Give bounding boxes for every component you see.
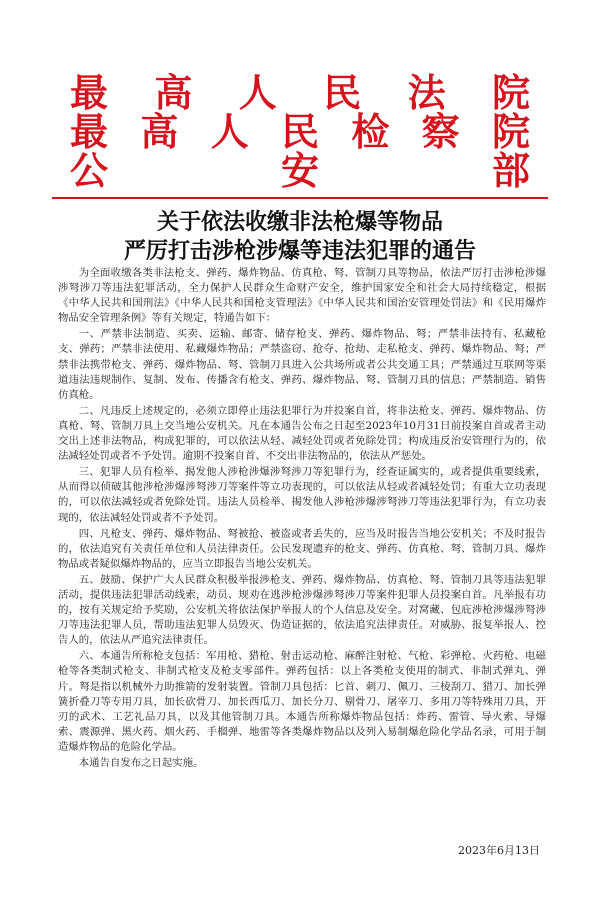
- clause-3-paragraph: 三、犯罪人员有检举、揭发他人涉枪涉爆涉弩涉刀等犯罪行为，经查证属实的，或者提供重要线索，从而得以侦破其他涉枪涉爆涉弩涉刀等案件等立功表现的，可以依法从轻或者减轻处罚；有重大立功表现的，可以依法减轻或者免除处罚。违法人员检举、揭发他人涉枪涉爆涉弩涉刀等违法犯罪行为，有立功表现的，依法减轻处罚或者不予处罚。: [58, 466, 546, 524]
- issuer-char: 最: [70, 109, 109, 154]
- clause-5-paragraph: 五、鼓励、保护广大人民群众积极举报涉枪支、弹药、爆炸物品、仿真枪、弩、管制刀具等违法犯罪活动，提供违法犯罪活动线索，动员、规劝在逃涉枪涉爆涉弩涉刀等案件犯罪人员投案自首。凡举报有功的，按有关规定给予奖励，公安机关将依法保护举报人的个人信息及安全。对窝藏、包庇涉枪涉爆涉弩涉刀等违法犯罪人员，帮助违法犯罪人员毁灭、伪造证据的，依法追究法律责任。对威胁、报复举报人、控告人的，依法从严追究法律责任。: [58, 573, 546, 647]
- issuer-char: 法: [407, 70, 446, 115]
- issuer-char: 民: [280, 109, 319, 154]
- issuer-line-supreme-court: [70, 70, 530, 115]
- issue-date: 2023年6月13日: [458, 844, 540, 857]
- issuer-char: 院: [491, 109, 530, 154]
- notice-title-line-2: 严厉打击涉枪涉爆等违法犯罪的通告: [123, 238, 476, 264]
- red-divider: [52, 197, 548, 199]
- clause-6-paragraph: 六、本通告所称枪支包括：军用枪、猎枪、射击运动枪、麻醉注射枪、气枪、彩弹枪、火药枪、电磁枪等各类制式枪支、非制式枪支及枪支零部件。弹药包括：以上各类枪支使用的制式、非制式弹丸、弹片。弩是指以机械外力助推箭的发射装置。管制刀具包括：匕首、刺刀、佩刀、三棱刮刀、猎刀、加长弹簧折叠刀等专用刀具，加长砍骨刀、加长西瓜刀、加长分刀、剔骨刀、屠宰刀、多用刀等特殊用刀具，开刃的武术、工艺礼品刀具，以及其他管制刀具。本通告所称爆炸物品包括：炸药、雷管、导火索、导爆索、震源弹、黑火药、烟火药、手榴弹、地雷等各类爆炸物品以及列入易制爆危险化学品名录，可用于制造爆炸物品的危险化学品。: [58, 650, 546, 753]
- issuer-line-public-security: [70, 148, 530, 193]
- issuer-char: 高: [140, 109, 179, 154]
- notice-title-line-1: 关于依法收缴非法枪爆等物品: [156, 209, 443, 235]
- clause-4-paragraph: 四、凡枪支、弹药、爆炸物品、弩被抢、被盗或者丢失的，应当及时报告当地公安机关；不及时报告的，依法追究有关责任单位和人员法律责任。公民发现遗弃的枪支、弹药、仿真枪、弩、管制刀具、爆炸物品或者疑似爆炸物品的，应当立即报告当地公安机关。: [58, 527, 546, 570]
- issuer-char: 检: [351, 109, 390, 154]
- issuer-char: 人: [238, 70, 277, 115]
- issuer-char: 院: [491, 70, 530, 115]
- intro-paragraph: 为全面收缴各类非法枪支、弹药、爆炸物品、仿真枪、弩、管制刀具等物品，依法严厉打击涉枪涉爆涉弩涉刀等违法犯罪活动，全力保护人民群众生命财产安全，维护国家安全和社会大局持续稳定，根据《中华人民共和国刑法》《中华人民共和国枪支管理法》《中华人民共和国治安管理处罚法》和《民用爆炸物品安全管理条例》等有关规定，特通告如下：: [58, 267, 546, 325]
- clause-2-paragraph: 二、凡违反上述规定的，必须立即停止违法犯罪行为并投案自首，将非法枪支、弹药、爆炸物品、仿真枪、弩、管制刀具上交当地公安机关。凡在本通告公布之日起至2023年10月31日前投案自首或者主动交出上述非法物品，构成犯罪的，可以依法从轻、减轻处罚或者免除处罚；构成违反治安管理行为的，依法减轻处罚或者不予处罚。逾期不投案自首、不交出非法物品的，依法从严惩处。: [58, 404, 546, 463]
- issuer-char: 安: [280, 148, 319, 193]
- issuer-char: 部: [491, 148, 530, 193]
- issuer-char: 察: [421, 109, 460, 154]
- issuer-char: 高: [154, 70, 193, 115]
- clause-1-paragraph: 一、严禁非法制造、买卖、运输、邮寄、储存枪支、弹药、爆炸物品、弩；严禁非法持有、私藏枪支、弹药；严禁非法使用、私藏爆炸物品；严禁盗窃、抢夺、抢劫、走私枪支、弹药、爆炸物品、弩；严禁非法携带枪支、弹药、爆炸物品、弩、管制刀具进入公共场所或者公共交通工具；严禁通过互联网等渠道违法违规制作、复制、发布、传播含有枪支、弹药、爆炸物品、弩、管制刀具的信息；严禁制造、销售仿真枪。: [58, 328, 546, 401]
- issuer-char: 民: [323, 70, 362, 115]
- issuer-char: 人: [210, 109, 249, 154]
- issuer-line-procuratorate: [70, 109, 530, 154]
- issuer-char: 最: [70, 70, 109, 115]
- issuer-char: 公: [70, 148, 109, 193]
- effective-paragraph: 本通告自发布之日起实施。: [78, 757, 204, 769]
- notice-body: [58, 266, 546, 772]
